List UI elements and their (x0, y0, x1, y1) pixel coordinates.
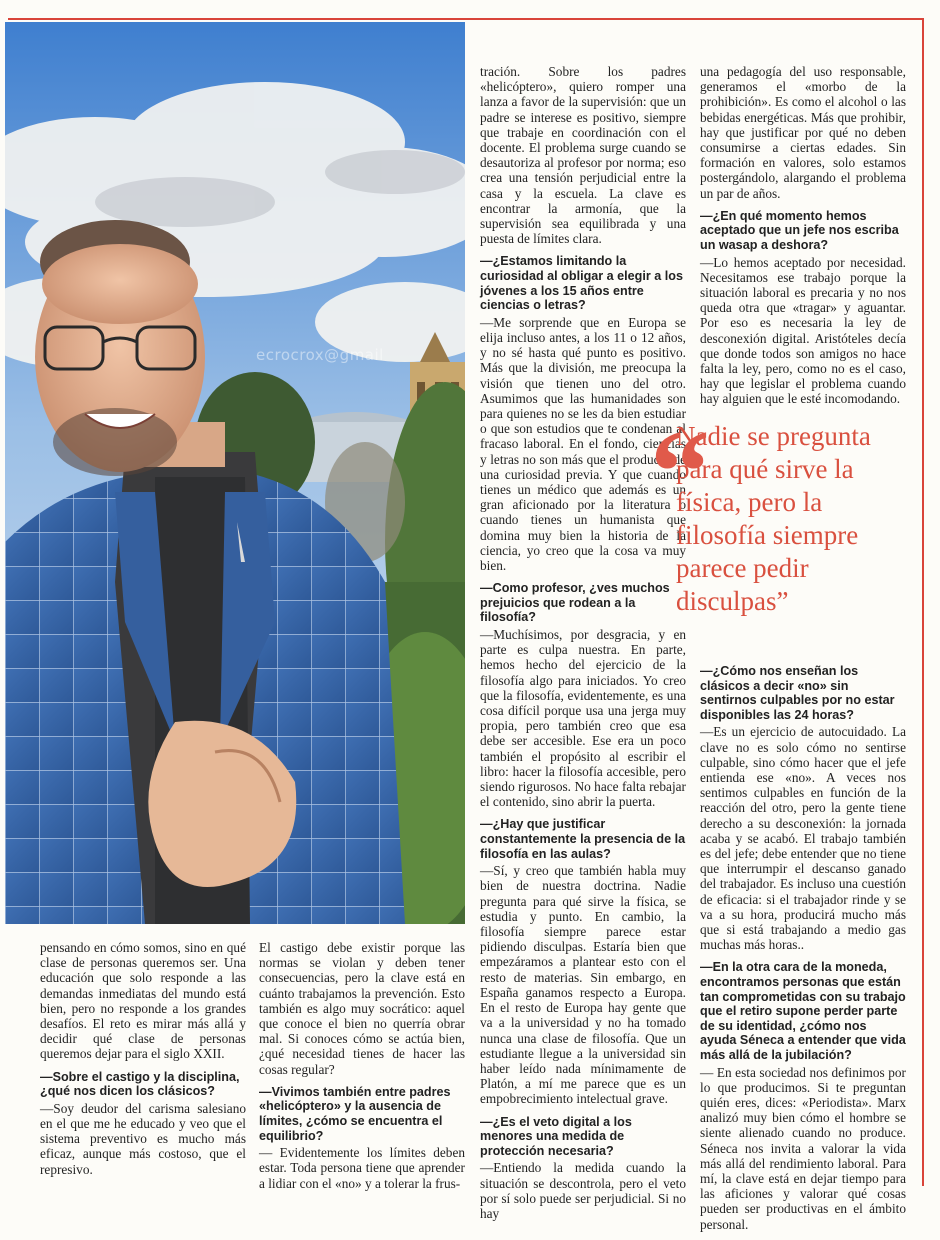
top-accent-rule (8, 18, 924, 20)
watermark: ecrocrox@gmail (256, 346, 384, 364)
column-4-top (700, 64, 906, 415)
interview-question: —¿Hay que justificar constantemente la presencia de la filosofía en las aulas? (480, 817, 686, 861)
pull-quote (650, 405, 912, 618)
body-paragraph: tración. Sobre los padres «helicóptero», quiero romper una lanza a favor de la supervisión: que un padre se interese es positivo, siempre que trabaje en coordinación con el docente. El problema surge cuando se desautoriza al profesor por norma; eso crea una tensión perjudicial entre la casa y la escuela. La clave es encontrar la armonía, que la supervisión sea equilibrada y una puesta de límites clara. (480, 64, 686, 247)
body-paragraph: una pedagogía del uso responsable, generamos el «morbo de la prohibición». Es como el alcohol o las bebidas energéticas. Más que prohibir, hay que justificar por qué no deben consumirse a ciertas edades. Sin formación en valores, solo estamos postergándolo, alargando el problema un par de años. (700, 64, 906, 201)
body-paragraph: —Sí, y creo que también habla muy bien de nuestra doctrina. Nadie pregunta para qué sirve la física, se estudia y punto. En cambio, la filosofía siempre parece estar pidiendo disculpas. Estaría bien que empezáramos a plantear esto con el resto de materias. Sin embargo, en España ganamos respecto a Europa. En el resto de Europa hay gente que va a la universidad y no ha tomado nunca una clase de filosofía. Que un estudiante llegue a la universidad sin haber leído nada mínimamente de Platón, a mí me parece que es un empobrecimiento intelectual grave. (480, 863, 686, 1107)
body-paragraph: —Lo hemos aceptado por necesidad. Necesitamos ese trabajo porque la situación laboral es precaria y no nos queda otra que «tragar» y aguantar. Por eso es necesaria la ley de desconexión digital. Aristóteles decía que donde todos son amigos no hace falta la ley, pero, como no es el caso, hay que legislar el problema cuando hay alguien que le esté incomodando. (700, 254, 906, 407)
interview-question: —Como profesor, ¿ves muchos prejuicios que rodean a la filosofía? (480, 581, 670, 625)
interview-question: —¿En qué momento hemos aceptado que un jefe nos escriba un wasap a deshora? (700, 208, 899, 253)
body-paragraph: — Evidentemente los límites deben estar. Toda persona tiene que aprender a lidiar con el «no» y a tolerar la frus- (259, 1145, 465, 1191)
body-paragraph: —Soy deudor del carisma salesiano en el que me he educado y veo que el sistema preventivo es mucho más eficaz, aunque más costoso, que el represivo. (40, 1100, 246, 1177)
body-paragraph: — En esta sociedad nos definimos por lo que producimos. Si te preguntan quién eres, dices: «Periodista». Marx analizó muy bien cómo el hombre se siente alienado cuando no produce. Séneca nos invita a valorar la vida más allá del rendimiento laboral. Para mí, la clave está en dejar tiempo para las aficiones y valorar qué cosas pueden ser productivas en el ámbito personal. (700, 1064, 906, 1232)
interview-question: —Sobre el castigo y la disciplina, ¿qué nos dicen los clásicos? (40, 1069, 240, 1099)
quote-mark-icon: “ (650, 405, 710, 538)
column-1 (40, 940, 246, 1185)
column-3 (480, 64, 686, 1229)
body-paragraph: —Muchísimos, por desgracia, y en parte es culpa nuestra. En parte, hemos hecho del ejercicio de la filosofía algo para iniciados. Yo creo que la filosofía, evidentemente, es una cosa difícil porque usa una jerga muy propia, pero también creo que esa debe ser accesible. Ese era un poco también el propósito al escribir el libro: hacer la filosofía accesible, pero siendo rigurosos. No hace falta rebajar el contenido, sino abrir la puerta. (480, 627, 686, 810)
interviewee-photo (5, 22, 465, 924)
interview-question: —¿Cómo nos enseñan los clásicos a decir «no» sin sentirnos culpables por no estar disponibles las 24 horas? (700, 664, 895, 722)
column-2 (259, 940, 465, 1199)
body-paragraph: —Entiendo la medida cuando la situación se descontrola, pero el veto por sí solo puede ser perjudicial. Si no hay (480, 1160, 686, 1221)
body-paragraph: pensando en cómo somos, sino en qué clase de personas queremos ser. Una educación que solo responde a las demandas inmediatas del mundo está bien, pero no responde a los grandes desafíos. El reto es mirar más allá y decidir qué clase de personas queremos dejar para el siglo XXII. (40, 940, 246, 1062)
interview-question: —¿Estamos limitando la curiosidad al obligar a elegir a los jóvenes a los 15 años entre ciencias o letras? (480, 254, 683, 313)
pull-quote-text: Nadie se pregunta para qué sirve la física, pero la filosofía siempre parece pedir disculpas” (676, 421, 871, 616)
body-paragraph: —Me sorprende que en Europa se elija incluso antes, a los 11 o 12 años, y no sé hasta qué punto es positivo. Más que la división, me preocupa la visión que tienen uno del otro. Asumimos que las humanidades son para quienes no se les da bien estudiar o que son estudios que te condenan al fracaso laboral. En el fondo, ciencias y letras no son más que el producto de una curiosidad previa. Y que cuando tienes un médico que además es un gran aficionado por la literatura o cuando tienes un humanista que domina muy bien la historia de la ciencia, yo creo que la cosa va muy bien. (480, 314, 686, 574)
column-4-bottom (700, 660, 906, 1240)
body-paragraph: —Es un ejercicio de autocuidado. La clave no es solo cómo no sentirse culpable, sino cómo hacer que el jefe entienda ese «no». A veces nos sentimos culpables en función de la reacción del otro, pero la gente tiene derecho a su desconexión: la jornada acaba y se acabó. El trabajo también es del jefe; debe entender que no tiene que interrumpir el descanso ganado del trabajador. Es incluso una cuestión de eficacia: si el trabajador rinde y se va a su hora, producirá mucho más que si está trabajando a medio gas muchas más horas.. (700, 724, 906, 953)
interview-question: —En la otra cara de la moneda, encontramos personas que están tan comprometidas con su trabajo que el retiro supone perder parte de su identidad, ¿cómo nos ayuda Séneca a entender que vida más allá de la jubilación? (700, 960, 906, 1062)
interview-question: —Vivimos también entre padres «helicóptero» y la ausencia de límites, ¿cómo se encuentra el equilibrio? (259, 1084, 451, 1143)
interview-question: —¿Es el veto digital a los menores una medida de protección necesaria? (480, 1114, 632, 1158)
right-accent-rule (922, 18, 924, 1186)
body-paragraph: El castigo debe existir porque las normas se violan y deben tener consecuencias, pero la clave está en cuánto trabajamos la prevención. Esto también es algo muy socrático: aquel que conoce el bien no querría obrar mal. Si conoces cómo se actúa bien, ¿qué necesidad tienes de hacer las cosas regular? (259, 940, 465, 1077)
